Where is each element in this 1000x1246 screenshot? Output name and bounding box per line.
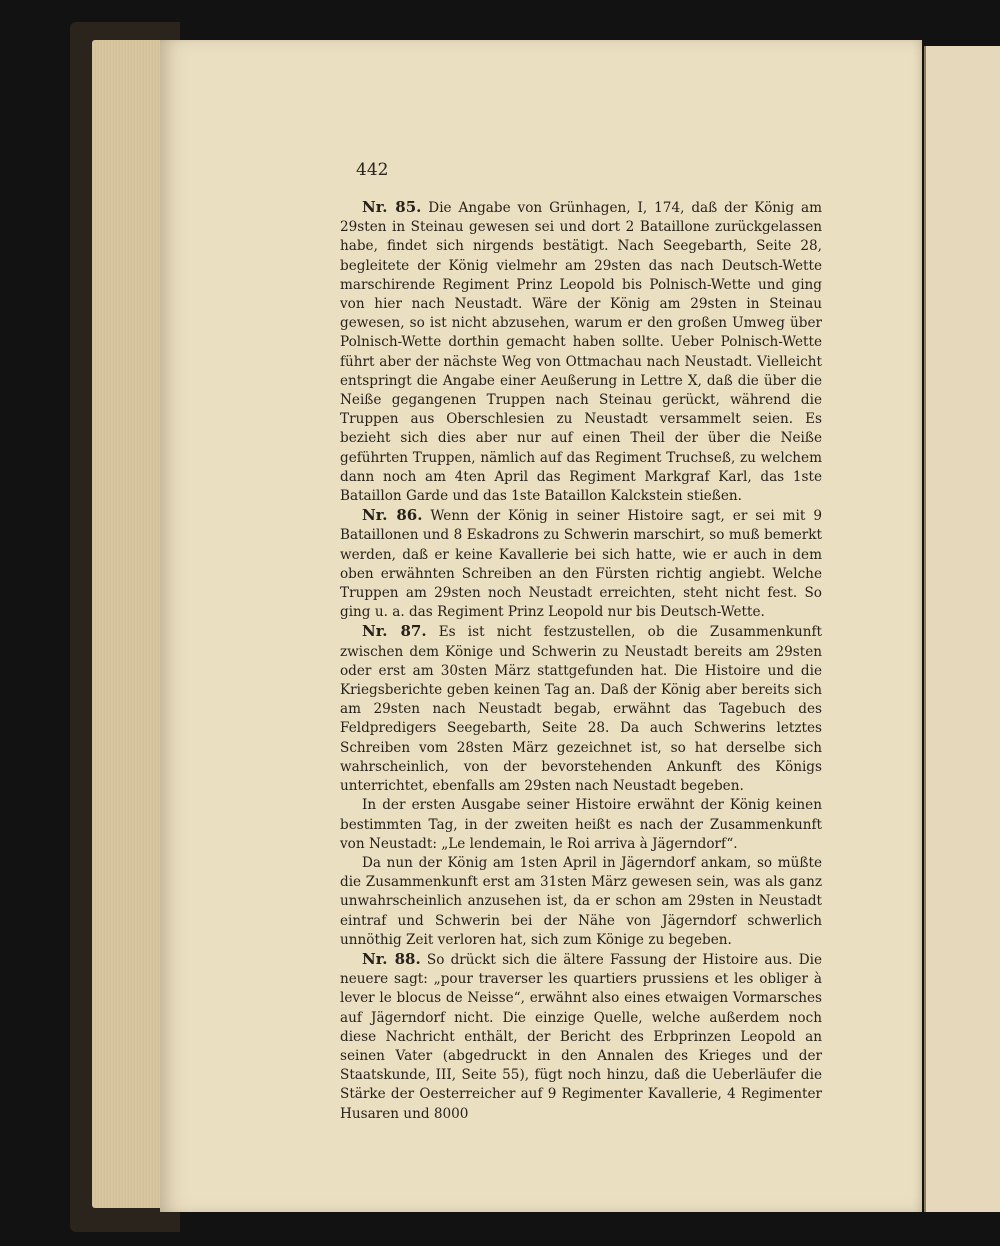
paragraph-text: Wenn der König in seiner Histoire sagt, er sei mit 9 Bataillonen und 8 Eskadrons zu Schwerin marschirt, so muß bemerkt werden, daß er keine Kavallerie bei sich hatte, wie er auch in dem oben erwähnten Schreiben an den Fürsten richtig angiebt. Welche Truppen am 29sten noch Neustadt erreichten, steht nicht fest. So ging u. a. das Regiment Prinz Leopold nur bis Deutsch-Wette. [340,508,822,621]
note-number: Nr. 88. [362,949,421,968]
note-number: Nr. 87. [362,622,427,641]
paragraph-nr-86 [340,506,822,622]
paragraph-nr-85 [340,198,822,506]
paragraph-histoire [340,796,822,854]
paragraph-text: In der ersten Ausgabe seiner Histoire erwähnt der König keinen bestimmten Tag, in der zweiten heißt es nach der Zusammenkunft von Neustadt: „Le lendemain, le Roi arriva à Jägerndorf“. [340,797,822,852]
page-text [340,198,822,1124]
paragraph-text: Die Angabe von Grünhagen, I, 174, daß der König am 29sten in Steinau gewesen sei und dort 2 Bataillone zurückgelassen habe, findet sich nirgends bestätigt. Nach Seegebarth, Seite 28, begleitete der König vielmehr am 29sten das nach Deutsch-Wette marschirende Regiment Prinz Leopold bis Polnisch-Wette und ging von hier nach Neustadt. Wäre der König am 29sten in Steinau gewesen, so ist nicht abzusehen, warum er den großen Umweg über Polnisch-Wette dorthin gemacht haben sollte. Ueber Polnisch-Wette führt aber der nächste Weg von Ottmachau nach Neustadt. Vielleicht entspringt die Angabe einer Aeußerung in Lettre X, daß die über die Neiße gegangenen Truppen nach Steinau gerückt, während die Truppen aus Oberschlesien zu Neustadt versammelt seien. Es bezieht sich dies aber nur auf einen Theil der über die Neiße geführten Truppen, nämlich auf das Regiment Truchseß, zu welchem dann noch am 4ten April das Regiment Markgraf Karl, das 1ste Bataillon Garde und das 1ste Bataillon Kalckstein stießen. [340,200,822,505]
paragraph-nr-88 [340,950,822,1124]
paragraph-text: So drückt sich die ältere Fassung der Histoire aus. Die neuere sagt: „pour traverser les quartiers prussiens et les obliger à lever le blocus de Neisse“, erwähnt also eines etwaigen Vormarsches auf Jägerndorf nicht. Die einzige Quelle, welche außerdem noch diese Nachricht enthält, der Bericht des Erbprinzen Leopold an seinen Vater (abgedruckt in den Annalen des Krieges und der Staatskunde, III, Seite 55), fügt noch hinzu, daß die Ueberläufer die Stärke der Oesterreicher auf 9 Regimenter Kavallerie, 4 Regimenter Husaren und 8000 [340,951,822,1122]
facing-page-edge [924,46,1000,1212]
note-number: Nr. 86. [362,506,423,525]
paragraph-jaegerndorf [340,854,822,950]
note-number: Nr. 85. [362,198,422,216]
page-number: 442 [356,160,389,180]
paragraph-nr-87 [340,622,822,796]
paragraph-text: Es ist nicht festzustellen, ob die Zusammenkunft zwischen dem Könige und Schwerin zu Neustadt bereits am 29sten oder erst am 30sten März stattgefunden hat. Die Histoire und die Kriegsberichte geben keinen Tag an. Daß der König aber bereits sich am 29sten nach Neustadt begab, erwähnt das Tagebuch des Feldpredigers Seegebarth, Seite 28. Da auch Schwerins letztes Schreiben vom 28sten März gezeichnet ist, so hat derselbe sich wahrscheinlich, von der bevorstehenden Ankunft des Königs unterrichtet, ebenfalls am 29sten nach Neustadt begeben. [340,624,822,795]
paragraph-text: Da nun der König am 1sten April in Jägerndorf ankam, so müßte die Zusammenkunft erst am 31sten März gewesen sein, was als ganz unwahrscheinlich anzusehen ist, da er schon am 29sten in Neustadt eintraf und Schwerin bei der Nähe von Jägerndorf schwerlich unnöthig Zeit verloren hat, sich zum Könige zu begeben. [340,854,822,948]
page-block-edge [92,40,168,1208]
